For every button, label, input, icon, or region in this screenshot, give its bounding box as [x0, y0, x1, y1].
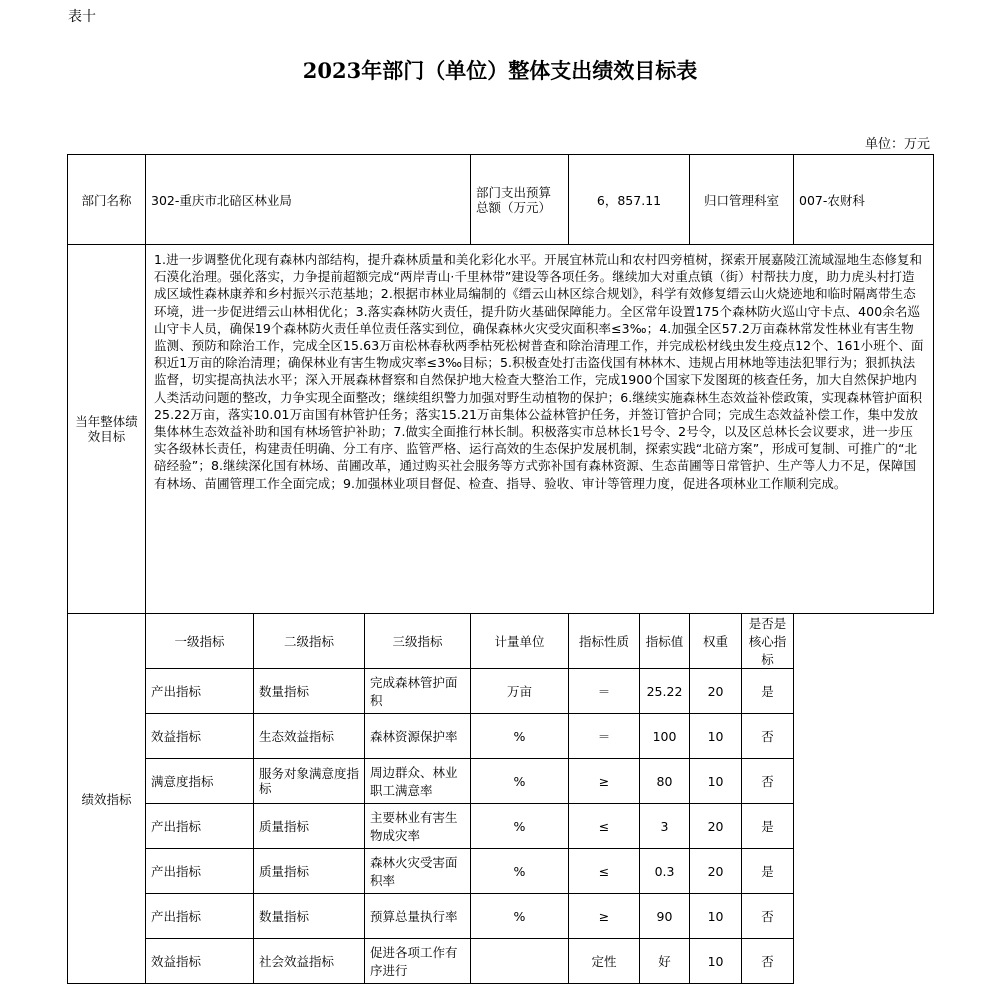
level3-cell: 主要林业有害生物成灾率 — [365, 804, 471, 849]
level1-cell: 产出指标 — [146, 849, 254, 894]
table-row — [68, 669, 934, 714]
column-header: 三级指标 — [365, 614, 471, 669]
table-row — [68, 714, 934, 759]
value-cell: 3 — [640, 804, 690, 849]
column-header: 指标值 — [640, 614, 690, 669]
nature-cell: ≥ — [569, 894, 640, 939]
level1-cell: 产出指标 — [146, 894, 254, 939]
core-cell: 否 — [742, 759, 794, 804]
nature-cell: 定性 — [569, 939, 640, 984]
core-cell: 否 — [742, 939, 794, 984]
document-title: 2023年部门（单位）整体支出绩效目标表 — [302, 58, 698, 83]
unit-cell: 万亩 — [471, 669, 569, 714]
budget-label: 部门支出预算总额（万元） — [471, 155, 569, 245]
indicator-column-header-row — [68, 614, 934, 669]
unit-cell: % — [471, 759, 569, 804]
weight-cell: 10 — [690, 939, 742, 984]
column-header: 权重 — [690, 614, 742, 669]
nature-cell: ≤ — [569, 804, 640, 849]
level1-cell: 满意度指标 — [146, 759, 254, 804]
unit-cell: % — [471, 849, 569, 894]
dept-name-value: 302-重庆市北碚区林业局 — [146, 155, 471, 245]
core-cell: 否 — [742, 714, 794, 759]
mgmt-dept-label: 归口管理科室 — [690, 155, 794, 245]
column-header: 计量单位 — [471, 614, 569, 669]
unit-cell: % — [471, 804, 569, 849]
unit-cell: % — [471, 714, 569, 759]
unit-cell: % — [471, 894, 569, 939]
nature-cell: ＝ — [569, 669, 640, 714]
annual-goal-label: 当年整体绩效目标 — [68, 245, 146, 614]
core-cell: 否 — [742, 894, 794, 939]
table-row — [68, 759, 934, 804]
level2-cell: 服务对象满意度指标 — [254, 759, 365, 804]
level3-cell: 促进各项工作有序进行 — [365, 939, 471, 984]
value-cell: 0.3 — [640, 849, 690, 894]
nature-cell: ≤ — [569, 849, 640, 894]
value-cell: 好 — [640, 939, 690, 984]
unit-cell — [471, 939, 569, 984]
weight-cell: 20 — [690, 849, 742, 894]
level1-cell: 效益指标 — [146, 939, 254, 984]
table-row — [68, 939, 934, 984]
level3-cell: 完成森林管护面积 — [365, 669, 471, 714]
unit-label: 单位：万元 — [864, 137, 930, 152]
core-cell: 是 — [742, 669, 794, 714]
value-cell: 100 — [640, 714, 690, 759]
performance-table — [67, 154, 934, 984]
nature-cell: ＝ — [569, 714, 640, 759]
column-header: 指标性质 — [569, 614, 640, 669]
value-cell: 90 — [640, 894, 690, 939]
level2-cell: 质量指标 — [254, 804, 365, 849]
level2-cell: 质量指标 — [254, 849, 365, 894]
level2-cell: 社会效益指标 — [254, 939, 365, 984]
value-cell: 80 — [640, 759, 690, 804]
annual-goal-text: 1.进一步调整优化现有森林内部结构，提升森林质量和美化彩化水平。开展宜林荒山和农村四旁植树，探索开展嘉陵江流域湿地生态修复和石漠化治理。强化落实，力争提前超额完成“两岸青山·千里林带”建设等各项任务。继续加大对重点镇（街）村帮扶力度，助力虎头村打造成区域性森林康养和乡村振兴示范基地；2.根据市林业局编制的《缙云山林区综合规划》，科学有效修复缙云山火烧迹地和临时隔离带生态环境，进一步促进缙云山林相优化；3.落实森林防火责任，提升防火基础保障能力。全区常年设置175个森林防火巡山守卡点、400余名巡山守卡人员，确保19个森林防火责任单位责任落实到位，确保森林火灾受灾面积率≤3‰；4.加强全区57.2万亩森林常发性林业有害生物监测、预防和除治工作，完成全区15.63万亩松林春秋两季枯死松树普查和除治清理工作，并完成松材线虫发生疫点12个、161小班个、面积近1万亩的除治清理；确保林业有害生物成灾率≤3‰目标；5.积极查处打击盗伐国有林林木、违规占用林地等违法犯罪行为；狠抓执法监督，切实提高执法水平；深入开展森林督察和自然保护地大检查大整治工作，完成1900个国家下发图斑的核查任务，加大自然保护地内人类活动问题的整改，力争实现全面整改；继续组织警力加强对野生动植物的保护；6.继续实施森林生态效益补偿政策，实现森林管护面积25.22万亩，落实10.01万亩国有林管护任务；落实15.21万亩集体公益林管护任务，并签订管护合同；完成生态效益补偿工作，集中发放集体林生态效益补助和国有林场管护补助；7.做实全面推行林长制。积极落实市总林长1号令、2号令，以及区总林长会议要求，进一步压实各级林长责任，构建责任明确、分工有序、监管严格、运行高效的生态保护发展机制，探索实践“北碚方案”，形成可复制、可推广的“北碚经验”；8.继续深化国有林场、苗圃改革，通过购买社会服务等方式弥补国有森林资源、生态苗圃等日常管护、生产等人力不足，保障国有林场、苗圃管理工作全面完成；9.加强林业项目督促、检查、指导、验收、审计等管理力度，促进各项林业工作顺利完成。 — [146, 245, 934, 614]
column-header: 是否是核心指标 — [742, 614, 794, 669]
level3-cell: 预算总量执行率 — [365, 894, 471, 939]
weight-cell: 10 — [690, 894, 742, 939]
level1-cell: 效益指标 — [146, 714, 254, 759]
indicators-label: 绩效指标 — [68, 614, 146, 984]
core-cell: 是 — [742, 849, 794, 894]
weight-cell: 20 — [690, 669, 742, 714]
table-number: 表十 — [68, 9, 96, 25]
level3-cell: 周边群众、林业职工满意率 — [365, 759, 471, 804]
level3-cell: 森林火灾受害面积率 — [365, 849, 471, 894]
level1-cell: 产出指标 — [146, 669, 254, 714]
annual-goal-row — [68, 245, 934, 614]
column-header: 二级指标 — [254, 614, 365, 669]
weight-cell: 20 — [690, 804, 742, 849]
core-cell: 是 — [742, 804, 794, 849]
nature-cell: ≥ — [569, 759, 640, 804]
level2-cell: 数量指标 — [254, 894, 365, 939]
budget-value: 6，857.11 — [569, 155, 690, 245]
level3-cell: 森林资源保护率 — [365, 714, 471, 759]
mgmt-dept-value: 007-农财科 — [794, 155, 934, 245]
weight-cell: 10 — [690, 759, 742, 804]
level2-cell: 数量指标 — [254, 669, 365, 714]
dept-name-label: 部门名称 — [68, 155, 146, 245]
table-row — [68, 849, 934, 894]
column-header: 一级指标 — [146, 614, 254, 669]
table-row — [68, 804, 934, 849]
table-row — [68, 894, 934, 939]
value-cell: 25.22 — [640, 669, 690, 714]
level1-cell: 产出指标 — [146, 804, 254, 849]
header-row — [68, 155, 934, 245]
weight-cell: 10 — [690, 714, 742, 759]
level2-cell: 生态效益指标 — [254, 714, 365, 759]
